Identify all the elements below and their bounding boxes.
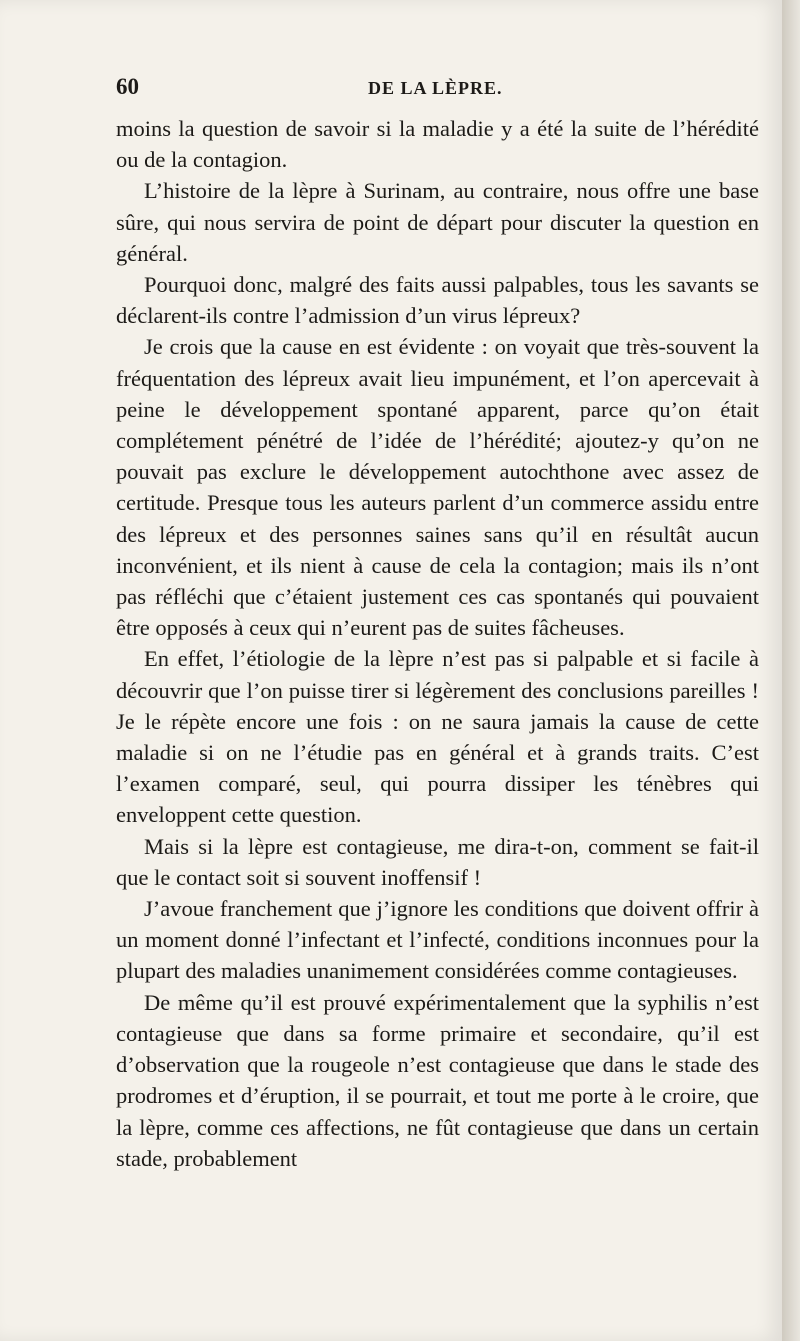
paragraph: L’histoire de la lèpre à Surinam, au contraire, nous offre une base sûre, qui nous servira de point de départ pour discuter la question en général.: [116, 178, 759, 266]
paragraph: De même qu’il est prouvé expérimentalement que la syphilis n’est contagieuse que dans sa forme primaire et secondaire, qu’il est d’observation que la rougeole n’est contagieuse que dans le stade des prodromes et d’éruption, il se pourrait, et tout me porte à le croire, que la lèpre, comme ces affections, ne fût contagieuse que dans un certain stade, probablement: [116, 989, 759, 1171]
body-text: [116, 113, 759, 1174]
paragraph: moins la question de savoir si la maladie y a été la suite de l’hérédité ou de la contagion.: [116, 116, 759, 173]
paragraph: En effet, l’étiologie de la lèpre n’est pas si palpable et si facile à découvrir que l’on puisse tirer si légèrement des conclusions pareilles ! Je le répète encore une fois : on ne saura jamais la cause de cette maladie si on ne l’étudie pas en général et à grands traits. C’est l’examen comparé, seul, qui pourra dissiper les ténèbres qui enveloppent cette question.: [116, 646, 759, 828]
page-edge: [782, 0, 800, 1341]
running-title: DE LA LÈPRE.: [368, 78, 503, 98]
paragraph: Pourquoi donc, malgré des faits aussi palpables, tous les savants se déclarent-ils contre l’admission d’un virus lépreux?: [116, 272, 759, 329]
paragraph: Mais si la lèpre est contagieuse, me dira-t-on, comment se fait-il que le contact soit si souvent inoffensif !: [116, 833, 759, 890]
paragraph: Je crois que la cause en est évidente : on voyait que très-souvent la fréquentation des lépreux avait lieu impunément, et l’on apercevait à peine le développement spontané apparent, parce qu’on était complétement pénétré de l’idée de l’hérédité; ajoutez-y qu’on ne pouvait pas exclure le développement autochthone avec assez de certitude. Presque tous les auteurs parlent d’un commerce assidu entre des lépreux et des personnes saines sans qu’il en résultât aucun inconvénient, et ils nient à cause de cela la contagion; mais ils n’ont pas réfléchi que c’étaient justement ces cas spontanés qui pouvaient être opposés à ceux qui n’eurent pas de suites fâcheuses.: [116, 334, 759, 641]
paragraph: J’avoue franchement que j’ignore les conditions que doivent offrir à un moment donné l’infectant et l’infecté, conditions inconnues pour la plupart des maladies unanimement considérées comme contagieuses.: [116, 896, 759, 984]
page-number: 60: [116, 74, 139, 99]
page-header: [116, 74, 762, 108]
